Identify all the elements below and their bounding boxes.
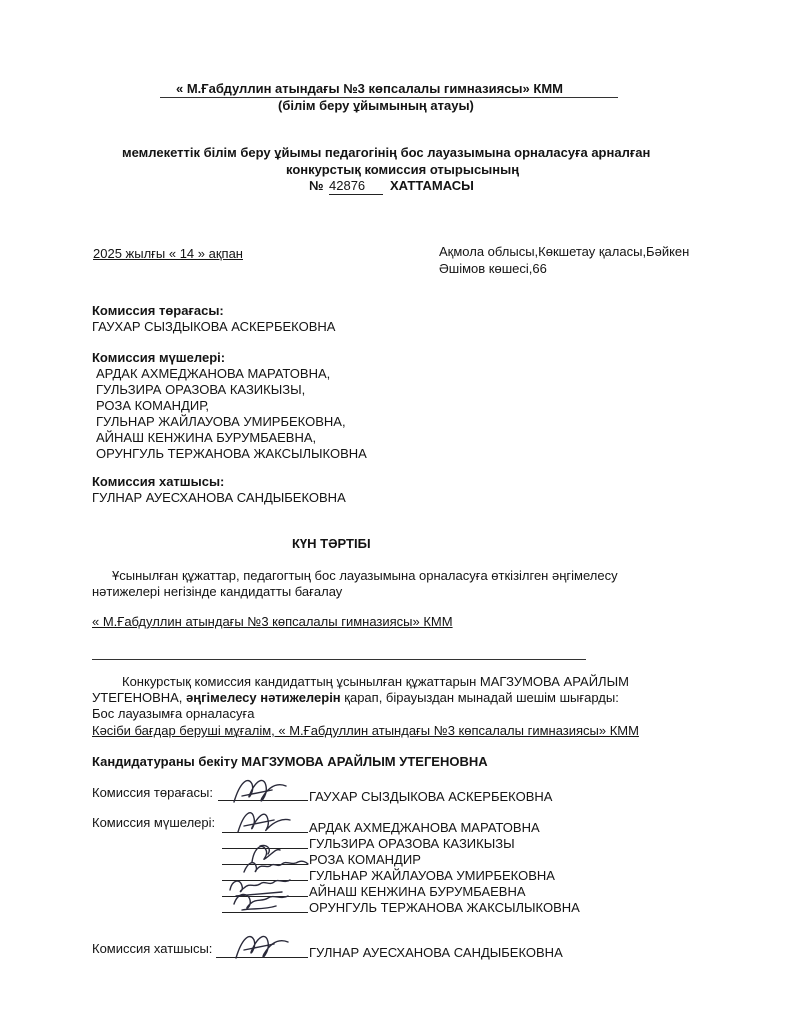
member-signature-icon [228,886,298,916]
sig-member-name: АРДАК АХМЕДЖАНОВА МАРАТОВНА [309,820,540,835]
secretary-label: Комиссия хатшысы: [92,474,225,489]
sig-member-name: АЙНАШ КЕНЖИНА БУРУМБАЕВНА [309,884,526,899]
sig-members-label: Комиссия мүшелері: [92,815,216,830]
decision-line4: Кәсіби бағдар беруші мұғалім, « М.Ғабдуллин атындағы №3 көпсалалы гимназиясы» КММ [92,723,639,738]
agenda-line1: Ұсынылған құжаттар, педагогтың бос лауазымына орналасуға өткізілген әңгімелесу [112,568,618,583]
decision-line2 [92,690,619,706]
decision-line1: Конкурстық комиссия кандидаттың ұсынылған құжаттарын МАГЗУМОВА АРАЙЛЫМ [122,674,629,689]
meta-date: 2025 жылғы « 14 » ақпан [93,246,243,261]
members-label: Комиссия мүшелері: [92,350,226,365]
decision-line2-c: қарап, бірауыздан мынадай шешім шығарды: [340,690,619,705]
member-item: ОРУНГУЛЬ ТЕРЖАНОВА ЖАКСЫЛЫКОВНА [96,446,367,461]
sig-member-name: РОЗА КОМАНДИР [309,852,421,867]
member-item: ГУЛЬНАР ЖАЙЛАУОВА УМИРБЕКОВНА, [96,414,346,429]
secretary-name: ГУЛНАР АУЕСХАНОВА САНДЫБЕКОВНА [92,490,346,505]
chair-label: Комиссия төрағасы: [92,303,224,318]
member-item: РОЗА КОМАНДИР, [96,398,210,413]
sig-chair-label: Комиссия төрағасы: [92,785,213,800]
member-signature-icon [232,804,296,840]
sig-member-name: ГУЛЬЗИРА ОРАЗОВА КАЗИКЫЗЫ [309,836,515,851]
title-line1: мемлекеттік білім беру ұйымы педагогінің бос лауазымына орналасуға арналған [122,145,651,160]
title-number-prefix: № [309,178,324,193]
meta-address-line1: Ақмола облысы,Көкшетау қаласы,Бәйкен [439,244,690,259]
sig-member-name: ГУЛЬНАР ЖАЙЛАУОВА УМИРБЕКОВНА [309,868,555,883]
decision-line2-a: УТЕГЕНОВНА, [92,690,187,705]
title-line2: конкурстық комиссия отырысының [286,162,520,177]
sig-secretary-name: ГУЛНАР АУЕСХАНОВА САНДЫБЕКОВНА [309,945,563,960]
title-number: 42876 [329,178,383,195]
member-item: АРДАК АХМЕДЖАНОВА МАРАТОВНА, [96,366,331,381]
agenda-line2: нәтижелері негізінде кандидатты бағалау [92,584,343,599]
member-item: АЙНАШ КЕНЖИНА БУРУМБАЕВНА, [96,430,317,445]
chair-name: ГАУХАР СЫЗДЫКОВА АСКЕРБЕКОВНА [92,319,336,334]
secretary-signature-icon [230,928,296,966]
org-caption: (білім беру ұйымының атауы) [278,98,474,113]
decision-approve: Кандидатураны бекіту МАГЗУМОВА АРАЙЛЫМ УТЕГЕНОВНА [92,754,488,769]
agenda-org: « М.Ғабдуллин атындағы №3 көпсалалы гимназиясы» КММ [92,614,453,629]
org-name: « М.Ғабдуллин атындағы №3 көпсалалы гимназиясы» КММ [176,81,563,96]
agenda-heading: КҮН ТӘРТІБІ [292,536,371,551]
sig-chair-name: ГАУХАР СЫЗДЫКОВА АСКЕРБЕКОВНА [309,789,553,804]
meta-address-line2: Әшімов көшесі,66 [439,261,547,276]
decision-line3: Бос лауазымға орналасуға [92,706,255,721]
decision-line2-b: әңгімелесу нәтижелерін [186,690,341,705]
title-doc-type: ХАТТАМАСЫ [390,178,474,193]
member-item: ГУЛЬЗИРА ОРАЗОВА КАЗИКЫЗЫ, [96,382,306,397]
agenda-divider [92,659,586,660]
sig-secretary-label: Комиссия хатшысы: [92,941,213,956]
sig-member-name: ОРУНГУЛЬ ТЕРЖАНОВА ЖАКСЫЛЫКОВНА [309,900,580,915]
